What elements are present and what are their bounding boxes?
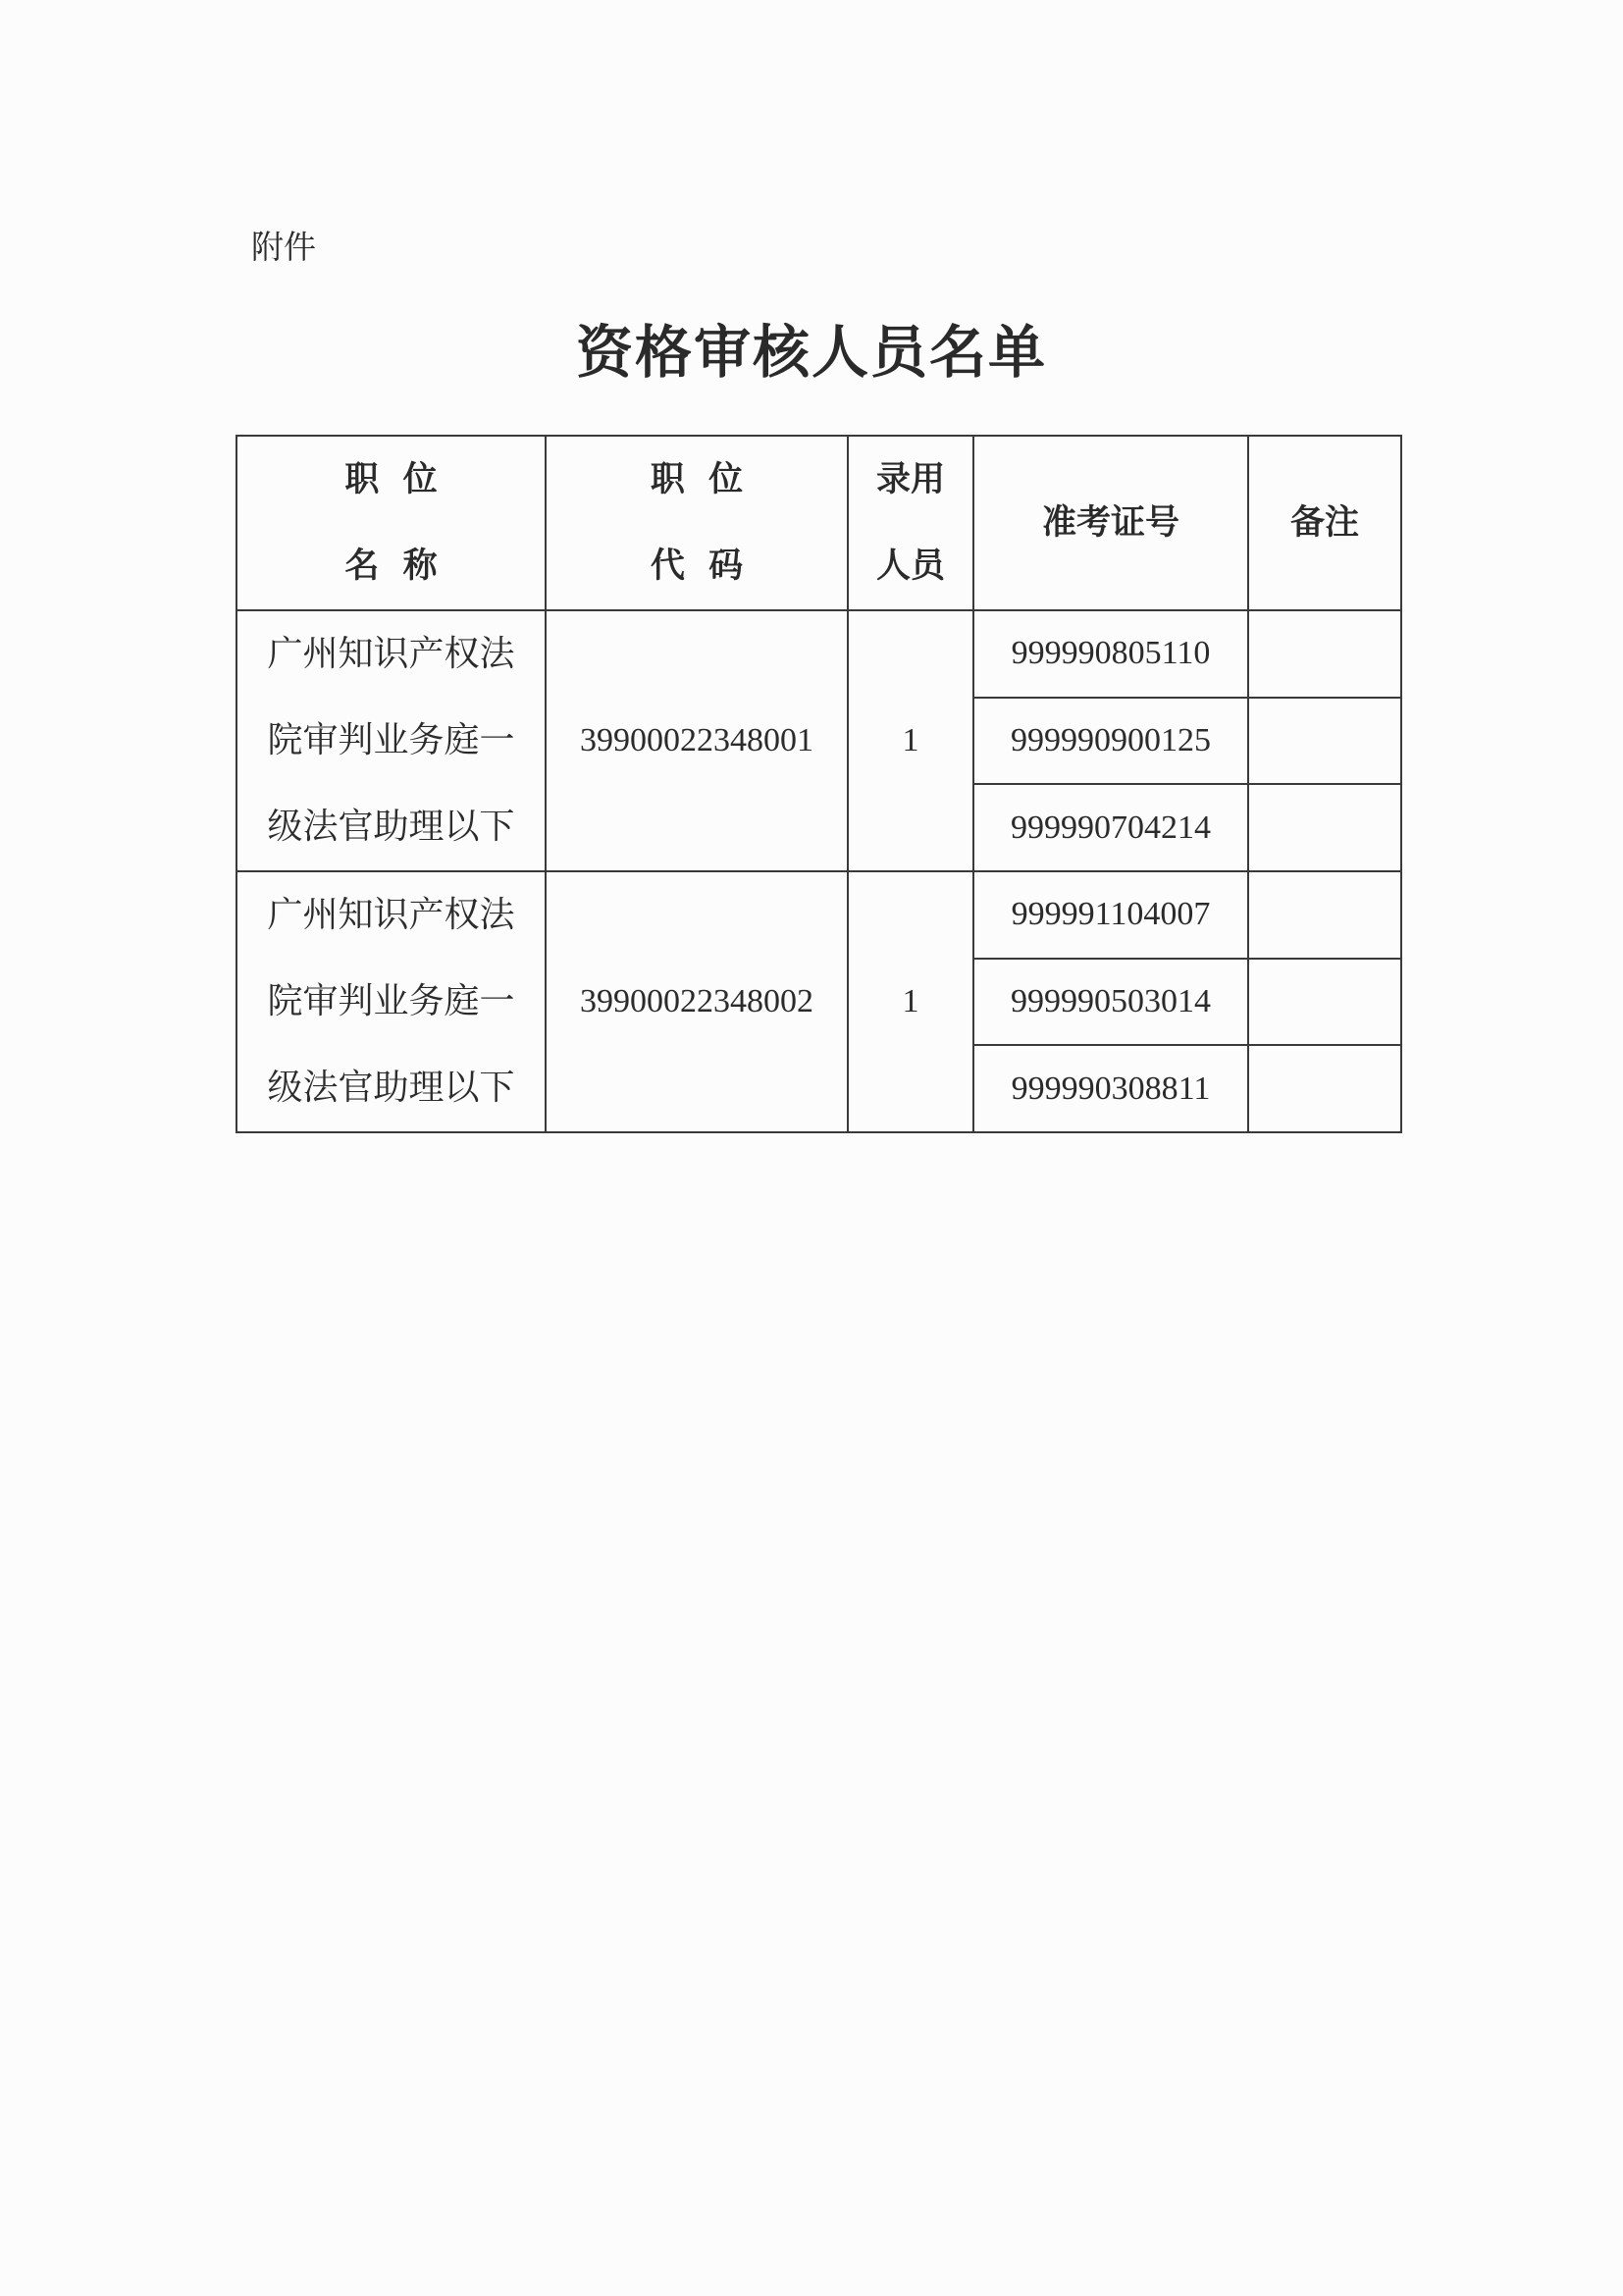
header-position-name-line: 名 称 — [344, 547, 438, 586]
remarks-cell — [1248, 871, 1401, 959]
header-hires-line: 人员 — [875, 547, 945, 586]
ticket-number-cell: 999990900125 — [973, 698, 1248, 785]
header-position-name-line: 职 位 — [344, 460, 438, 499]
position-name-cell — [236, 871, 546, 1132]
header-hires-line: 录用 — [875, 460, 945, 499]
remarks-cell — [1248, 610, 1401, 698]
header-position-code — [546, 436, 848, 610]
header-remarks: 备注 — [1248, 436, 1401, 610]
table-row — [236, 610, 1401, 698]
position-name-line: 院审判业务庭一 — [267, 720, 515, 760]
header-ticket-number: 准考证号 — [973, 436, 1248, 610]
position-name-line: 院审判业务庭一 — [267, 981, 515, 1021]
position-code-cell: 39900022348002 — [546, 871, 848, 1132]
ticket-number-cell: 999990704214 — [973, 784, 1248, 871]
position-name-line: 广州知识产权法 — [267, 634, 515, 674]
header-row — [236, 436, 1401, 610]
hires-cell: 1 — [848, 871, 973, 1132]
position-name-line: 广州知识产权法 — [267, 895, 515, 935]
header-position-name — [236, 436, 546, 610]
ticket-number-cell: 999990308811 — [973, 1045, 1248, 1132]
header-position-code-line: 代 码 — [650, 547, 744, 586]
header-position-code-line: 职 位 — [650, 460, 744, 499]
document-title: 资格审核人员名单 — [575, 319, 1047, 386]
position-name-line: 级法官助理以下 — [267, 807, 515, 847]
header-hires — [848, 436, 973, 610]
ticket-number-cell: 999990503014 — [973, 959, 1248, 1046]
position-name-line: 级法官助理以下 — [267, 1068, 515, 1108]
ticket-number-cell: 999991104007 — [973, 871, 1248, 959]
position-code-cell: 39900022348001 — [546, 610, 848, 871]
attachment-label: 附件 — [251, 228, 316, 266]
remarks-cell — [1248, 784, 1401, 871]
hires-cell: 1 — [848, 610, 973, 871]
position-name-cell — [236, 610, 546, 871]
remarks-cell — [1248, 698, 1401, 785]
remarks-cell — [1248, 959, 1401, 1046]
table-row — [236, 871, 1401, 959]
remarks-cell — [1248, 1045, 1401, 1132]
qualification-review-table — [236, 435, 1402, 1133]
ticket-number-cell: 999990805110 — [973, 610, 1248, 698]
